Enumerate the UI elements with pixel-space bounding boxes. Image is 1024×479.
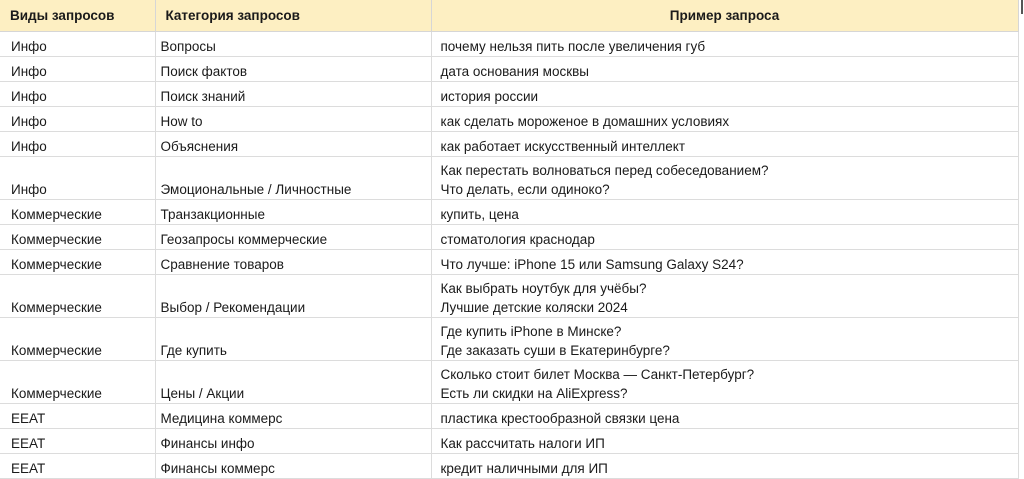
query-example-line: Как рассчитать налоги ИП (440, 436, 605, 451)
query-example-cell (431, 32, 1018, 57)
query-example-cell (431, 132, 1018, 157)
table-row (0, 275, 1018, 318)
query-category-cell: Сравнение товаров (155, 250, 431, 275)
query-example-line: как работает искусственный интеллект (440, 139, 686, 154)
query-type-cell: Инфо (0, 132, 155, 157)
window-edge-mark (1021, 0, 1023, 14)
table-row (0, 132, 1018, 157)
table-row (0, 318, 1018, 361)
query-example-line: почему нельзя пить после увеличения губ (440, 39, 706, 54)
query-category-cell: Вопросы (155, 32, 431, 57)
query-type-cell: EEAT (0, 454, 155, 479)
table-row (0, 404, 1018, 429)
query-category-cell: Финансы коммерс (155, 454, 431, 479)
query-example-line: история россии (440, 89, 539, 104)
header-query-category: Категория запросов (155, 0, 431, 32)
table-row (0, 82, 1018, 107)
query-category-cell: Где купить (155, 318, 431, 361)
query-example-line: кредит наличными для ИП (440, 461, 608, 476)
query-type-cell: Коммерческие (0, 275, 155, 318)
query-example-cell (431, 454, 1018, 479)
query-category-cell: Поиск знаний (155, 82, 431, 107)
query-example-cell (431, 200, 1018, 225)
query-example-cell (431, 57, 1018, 82)
table-row (0, 107, 1018, 132)
query-type-cell: Инфо (0, 82, 155, 107)
query-example-cell (431, 361, 1018, 404)
query-example-line: пластика крестообразной связки цена (440, 411, 680, 426)
header-query-example: Пример запроса (431, 0, 1018, 32)
query-category-cell: Медицина коммерс (155, 404, 431, 429)
table-row (0, 361, 1018, 404)
header-query-type: Виды запросов (0, 0, 155, 32)
query-example-line: Лучшие детские коляски 2024 (440, 300, 628, 315)
query-example-cell (431, 82, 1018, 107)
table-row (0, 454, 1018, 479)
table-row (0, 225, 1018, 250)
query-example-cell (431, 225, 1018, 250)
query-type-cell: Инфо (0, 57, 155, 82)
query-category-cell: Эмоциональные / Личностные (155, 157, 431, 200)
query-example-line: стоматология краснодар (440, 232, 595, 247)
table-row (0, 157, 1018, 200)
table-row (0, 32, 1018, 57)
query-category-cell: Поиск фактов (155, 57, 431, 82)
query-example-cell (431, 275, 1018, 318)
query-category-cell: Транзакционные (155, 200, 431, 225)
table-body (0, 32, 1018, 479)
query-type-cell: Коммерческие (0, 250, 155, 275)
query-example-line: дата основания москвы (440, 64, 590, 79)
query-example-line: Как выбрать ноутбук для учёбы? (440, 281, 647, 296)
query-example-cell (431, 107, 1018, 132)
query-type-cell: Коммерческие (0, 200, 155, 225)
query-category-cell: How to (155, 107, 431, 132)
query-example-line: Где заказать суши в Екатеринбурге? (440, 343, 670, 358)
query-type-cell: Коммерческие (0, 225, 155, 250)
query-example-cell (431, 318, 1018, 361)
query-category-cell: Объяснения (155, 132, 431, 157)
query-type-cell: EEAT (0, 429, 155, 454)
query-example-line: Есть ли скидки на AliExpress? (440, 386, 628, 401)
query-category-cell: Цены / Акции (155, 361, 431, 404)
query-type-cell: Коммерческие (0, 318, 155, 361)
query-example-cell (431, 429, 1018, 454)
query-type-cell: Инфо (0, 32, 155, 57)
query-example-line: Что лучше: iPhone 15 или Samsung Galaxy S24? (440, 257, 744, 272)
query-example-line: как сделать мороженое в домашних условиях (440, 114, 730, 129)
table-row (0, 200, 1018, 225)
query-example-cell (431, 404, 1018, 429)
query-category-cell: Финансы инфо (155, 429, 431, 454)
table-row (0, 250, 1018, 275)
query-type-cell: Инфо (0, 157, 155, 200)
query-type-cell: Инфо (0, 107, 155, 132)
query-category-cell: Выбор / Рекомендации (155, 275, 431, 318)
query-example-line: Где купить iPhone в Минске? (440, 324, 622, 339)
header-row (0, 0, 1018, 32)
table-row (0, 429, 1018, 454)
query-type-cell: EEAT (0, 404, 155, 429)
query-category-cell: Геозапросы коммерческие (155, 225, 431, 250)
query-example-line: Сколько стоит билет Москва — Санкт-Петербург? (440, 367, 755, 382)
table-row (0, 57, 1018, 82)
query-type-cell: Коммерческие (0, 361, 155, 404)
query-example-cell (431, 157, 1018, 200)
query-example-cell (431, 250, 1018, 275)
query-example-line: Что делать, если одиноко? (440, 182, 610, 197)
query-example-line: Как перестать волноваться перед собеседованием? (440, 163, 769, 178)
query-example-line: купить, цена (440, 207, 519, 222)
